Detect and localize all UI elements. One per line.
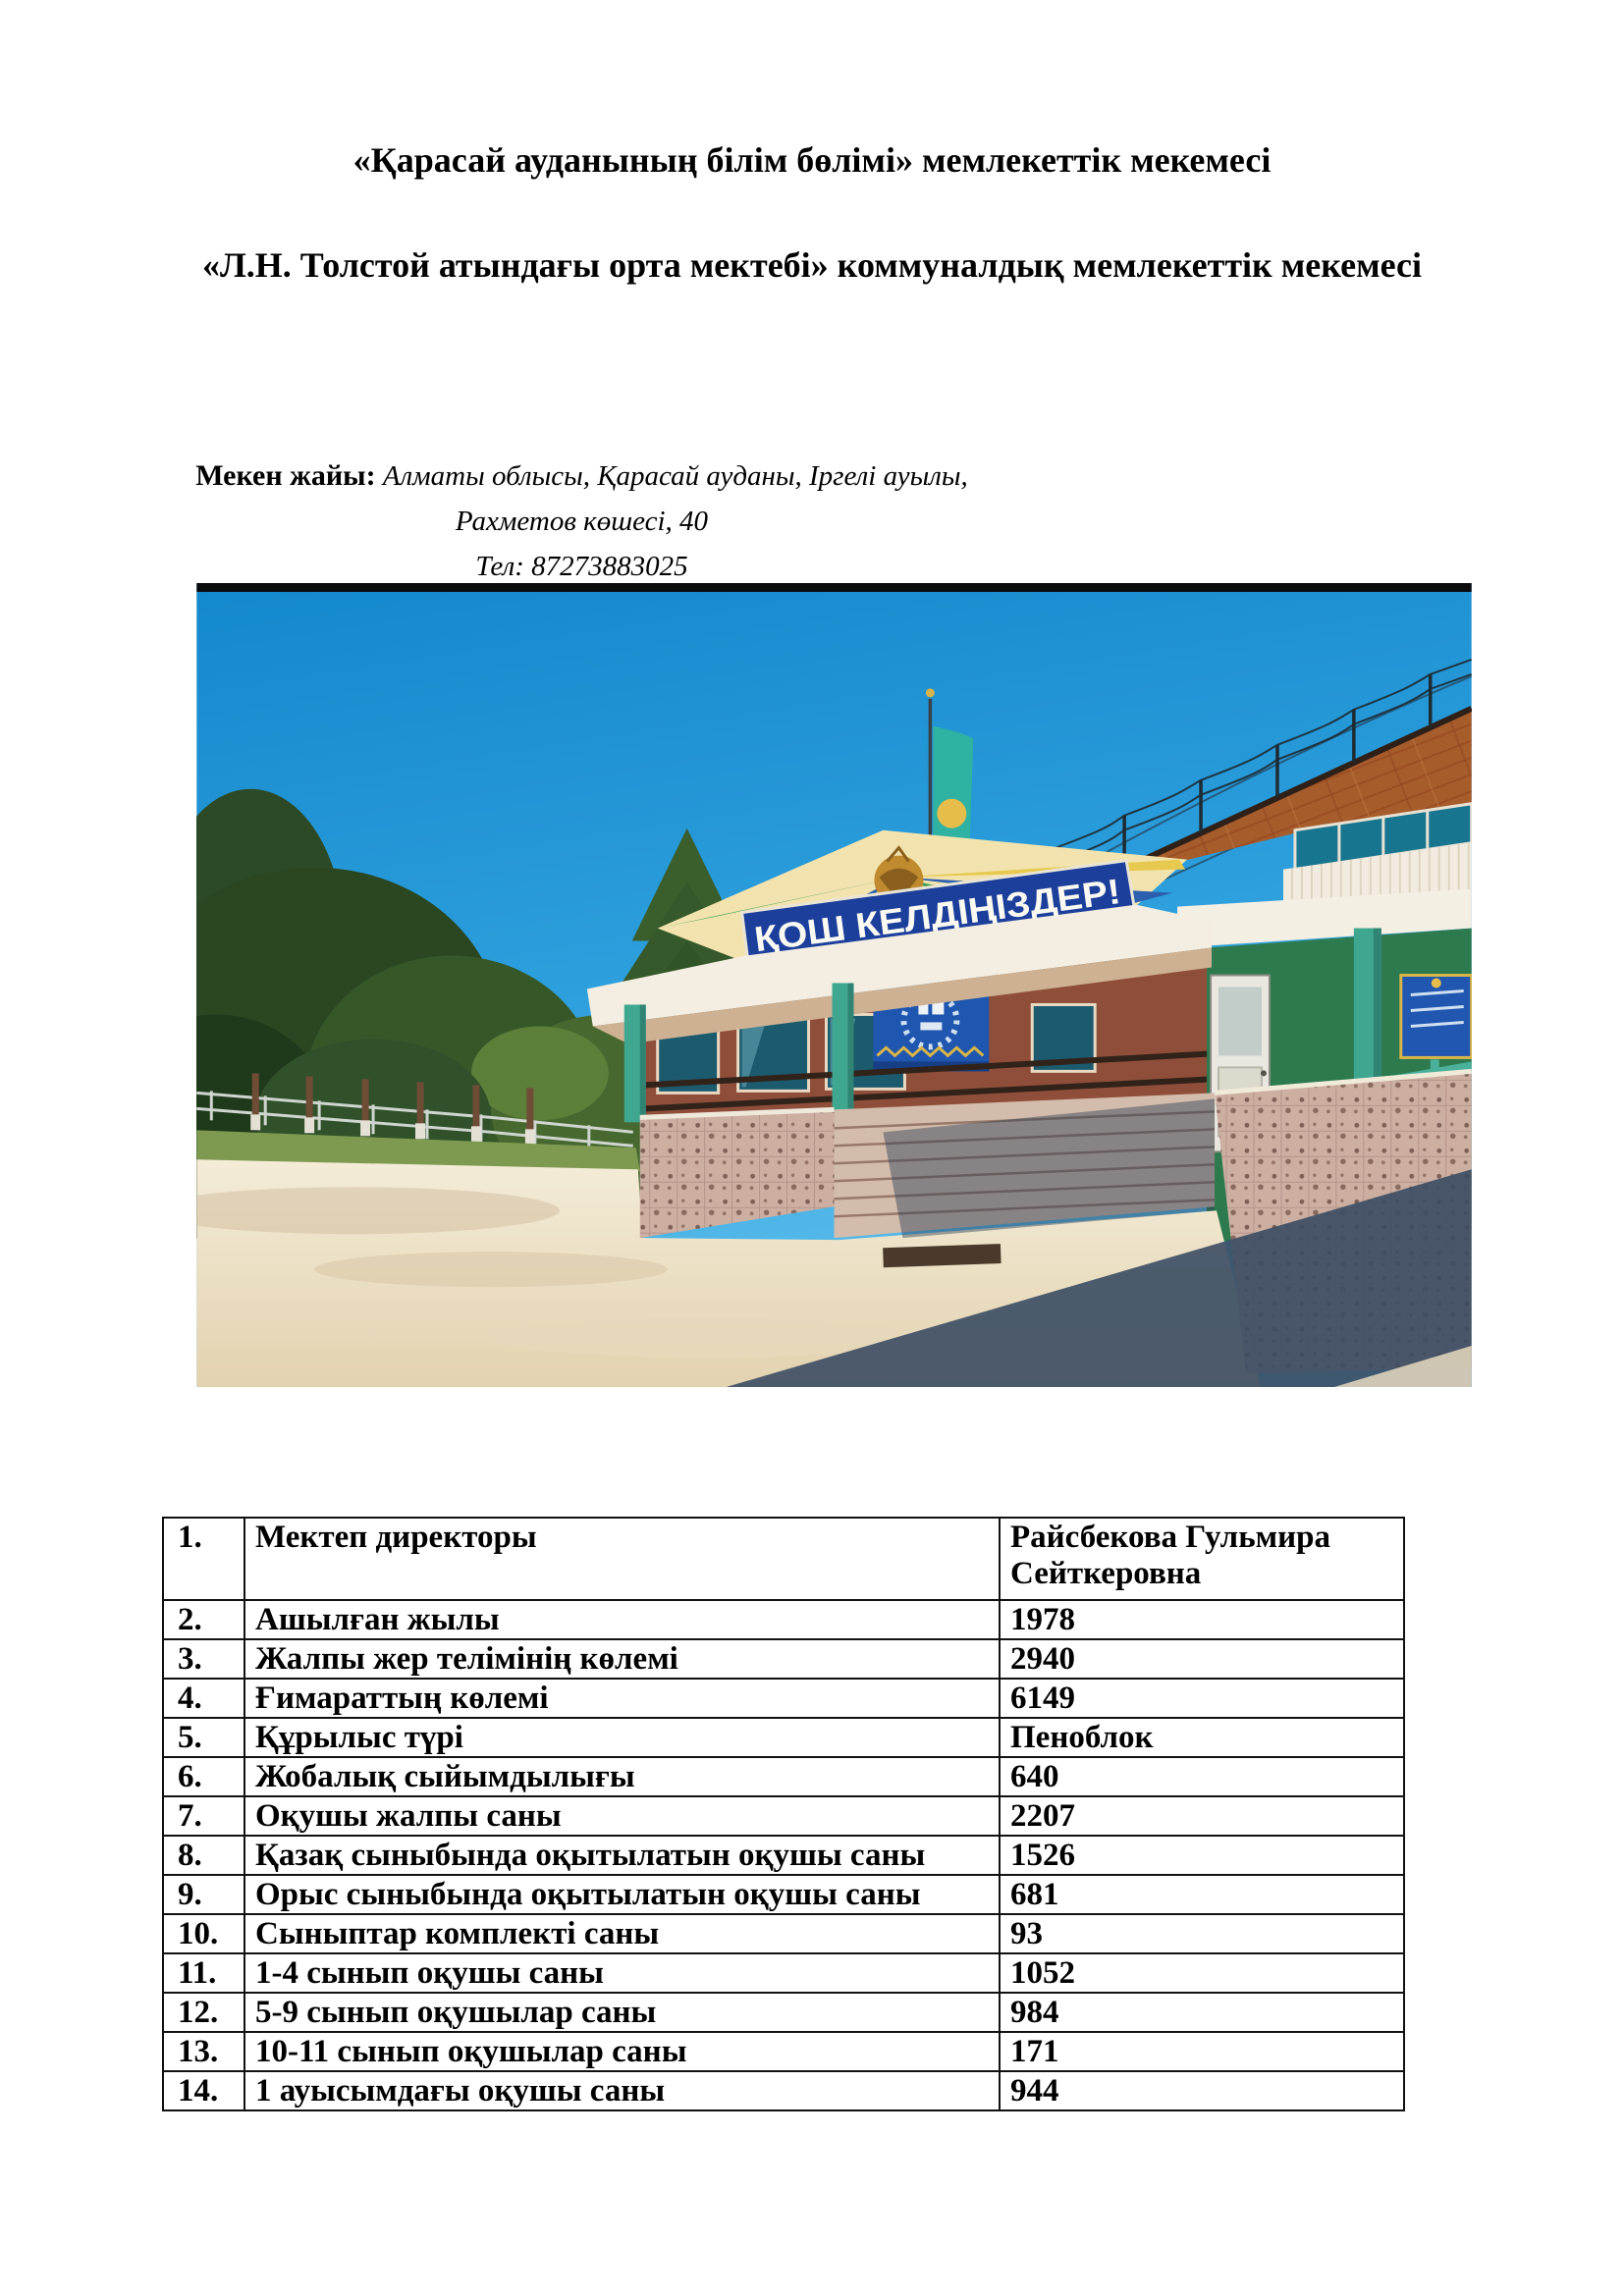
banner-text: ҚОШ КЕЛДІҢІЗДЕР!	[751, 874, 1095, 960]
table-row	[163, 1639, 1404, 1679]
row-label-cell: Қазақ сыныбында оқытылатын оқушы саны	[244, 1836, 1000, 1875]
address-block	[137, 454, 1026, 589]
row-number-cell: 8.	[163, 1836, 244, 1875]
row-number-cell: 7.	[163, 1796, 244, 1836]
school-photo-illustration	[196, 583, 1472, 1387]
row-label-cell: Мектеп директоры	[244, 1518, 1000, 1600]
table-row	[163, 2071, 1404, 2110]
doormat	[883, 1244, 1001, 1267]
table-row	[163, 1836, 1404, 1875]
table-row	[163, 1796, 1404, 1836]
table-row	[163, 1518, 1404, 1600]
heading-line-2: «Л.Н. Толстой атындағы орта мектебі» коммуналдық мемлекеттік мекемесі	[201, 245, 1423, 285]
row-value-cell: Райсбекова Гульмира Сейткеровна	[1000, 1518, 1404, 1600]
row-label-cell: 10-11 сынып оқушылар саны	[244, 2032, 1000, 2071]
row-label-cell: Сыныптар комплекті саны	[244, 1914, 1000, 1953]
row-number-cell: 2.	[163, 1600, 244, 1639]
row-number-cell: 4.	[163, 1679, 244, 1718]
table-row	[163, 1718, 1404, 1757]
row-label-cell: Оқушы жалпы саны	[244, 1796, 1000, 1836]
row-label-cell: Жалпы жер телімінің көлемі	[244, 1639, 1000, 1679]
row-value-cell: Пеноблок	[1000, 1718, 1404, 1757]
row-value-cell: 1526	[1000, 1836, 1404, 1875]
row-number-cell: 9.	[163, 1875, 244, 1914]
table-row	[163, 1757, 1404, 1796]
table-row	[163, 1600, 1404, 1639]
row-value-cell: 171	[1000, 2032, 1404, 2071]
row-number-cell: 6.	[163, 1757, 244, 1796]
row-value-cell: 2940	[1000, 1639, 1404, 1679]
table-row	[163, 1993, 1404, 2032]
row-value-cell: 1052	[1000, 1953, 1404, 1993]
table-row	[163, 1953, 1404, 1993]
row-number-cell: 12.	[163, 1993, 244, 2032]
school-photo	[196, 583, 1472, 1387]
row-value-cell: 93	[1000, 1914, 1404, 1953]
row-number-cell: 13.	[163, 2032, 244, 2071]
row-number-cell: 11.	[163, 1953, 244, 1993]
row-number-cell: 3.	[163, 1639, 244, 1679]
row-value-cell: 1978	[1000, 1600, 1404, 1639]
row-number-cell: 5.	[163, 1718, 244, 1757]
row-value-cell: 944	[1000, 2071, 1404, 2110]
address-value: Алматы облысы, Қарасай ауданы, Іргелі ауылы, Рахметов көшесі, 40	[382, 460, 968, 537]
row-label-cell: Жобалық сыйымдылығы	[244, 1757, 1000, 1796]
row-label-cell: Орыс сыныбында оқытылатын оқушы саны	[244, 1875, 1000, 1914]
row-number-cell: 1.	[163, 1518, 244, 1600]
school-info-table	[162, 1517, 1405, 2111]
row-value-cell: 2207	[1000, 1796, 1404, 1836]
phone-line: Тел: 87273883025	[475, 551, 688, 582]
row-label-cell: 1 ауысымдағы оқушы саны	[244, 2071, 1000, 2110]
row-number-cell: 10.	[163, 1914, 244, 1953]
row-label-cell: Ғимараттың көлемі	[244, 1679, 1000, 1718]
table-row	[163, 1875, 1404, 1914]
row-label-cell: Құрылыс түрі	[244, 1718, 1000, 1757]
row-value-cell: 640	[1000, 1757, 1404, 1796]
row-label-cell: 5-9 сынып оқушылар саны	[244, 1993, 1000, 2032]
heading-line-1: «Қарасай ауданының білім бөлімі» мемлекеттік мекемесі	[352, 140, 1272, 180]
row-label-cell: 1-4 сынып оқушы саны	[244, 1953, 1000, 1993]
row-value-cell: 984	[1000, 1993, 1404, 2032]
row-value-cell: 681	[1000, 1875, 1404, 1914]
table-row	[163, 1914, 1404, 1953]
wall-plaque	[1401, 976, 1472, 1058]
row-value-cell: 6149	[1000, 1679, 1404, 1718]
table-row	[163, 2032, 1404, 2071]
table-row	[163, 1679, 1404, 1718]
row-number-cell: 14.	[163, 2071, 244, 2110]
address-label: Мекен жайы:	[195, 459, 376, 492]
row-label-cell: Ашылған жылы	[244, 1600, 1000, 1639]
